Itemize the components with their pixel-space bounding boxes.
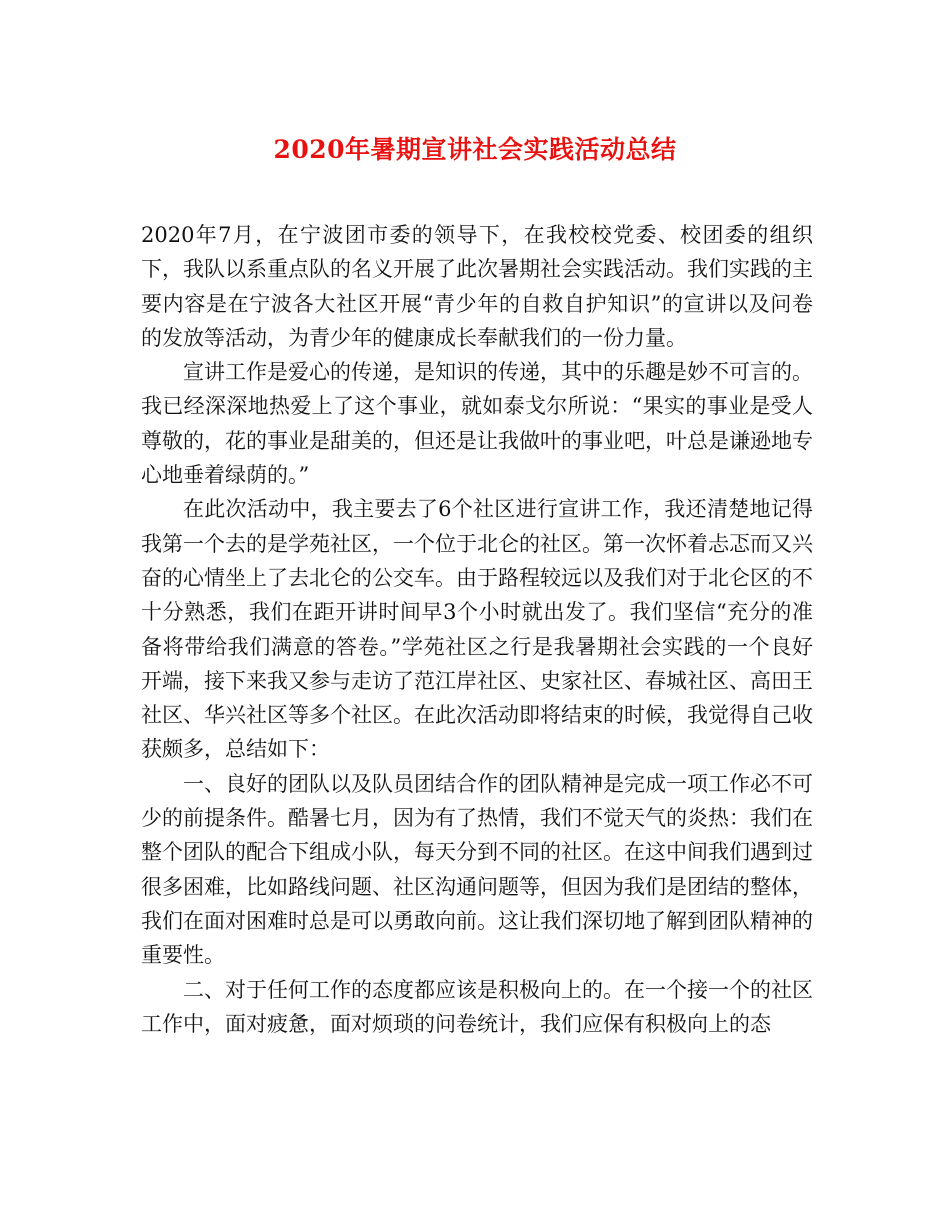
document-body <box>141 218 813 1041</box>
paragraph-preaching: 宣讲工作是爱心的传递，是知识的传递，其中的乐趣是妙不可言的。我已经深深地热爱上了这个事业，就如泰戈尔所说：“果实的事业是受人尊敬的，花的事业是甜美的，但还是让我做叶的事业吧，叶总是谦逊地专心地垂着绿荫的。” <box>141 360 813 488</box>
paragraph-activity: 在此次活动中，我主要去了6个社区进行宣讲工作，我还清楚地记得我第一个去的是学苑社区，一个位于北仑的社区。第一次怀着忐忑而又兴奋的心情坐上了去北仑的公交车。由于路程较远以及我们对于北仑区的不十分熟悉，我们在距开讲时间早3个小时就出发了。我们坚信“充分的准备将带给我们满意的答卷。”学苑社区之行是我暑期社会实践的一个良好开端，接下来我又参与走访了范江岸社区、史家社区、春城社区、高田王社区、华兴社区等多个社区。在此次活动即将结束的时候，我觉得自己收获颇多，总结如下： <box>141 497 813 762</box>
paragraph-point-one: 一、良好的团队以及队员团结合作的团队精神是完成一项工作必不可少的前提条件。酷暑七月，因为有了热情，我们不觉天气的炎热：我们在整个团队的配合下组成小队，每天分到不同的社区。在这中间我们遇到过很多困难，比如路线问题、社区沟通问题等，但因为我们是团结的整体，我们在面对困难时总是可以勇敢向前。这让我们深切地了解到团队精神的重要性。 <box>141 771 813 968</box>
document-title: 2020年暑期宣讲社会实践活动总结 <box>273 135 677 164</box>
paragraph-intro: 2020年7月，在宁波团市委的领导下，在我校校党委、校团委的组织下，我队以系重点队的名义开展了此次暑期社会实践活动。我们实践的主要内容是在宁波各大社区开展“青少年的自救自护知识”的宣讲以及问卷的发放等活动，为青少年的健康成长奉献我们的一份力量。 <box>141 223 813 350</box>
paragraph-point-two: 二、对于任何工作的态度都应该是积极向上的。在一个接一个的社区工作中，面对疲惫，面对烦琐的问卷统计，我们应保有积极向上的态 <box>141 977 813 1036</box>
